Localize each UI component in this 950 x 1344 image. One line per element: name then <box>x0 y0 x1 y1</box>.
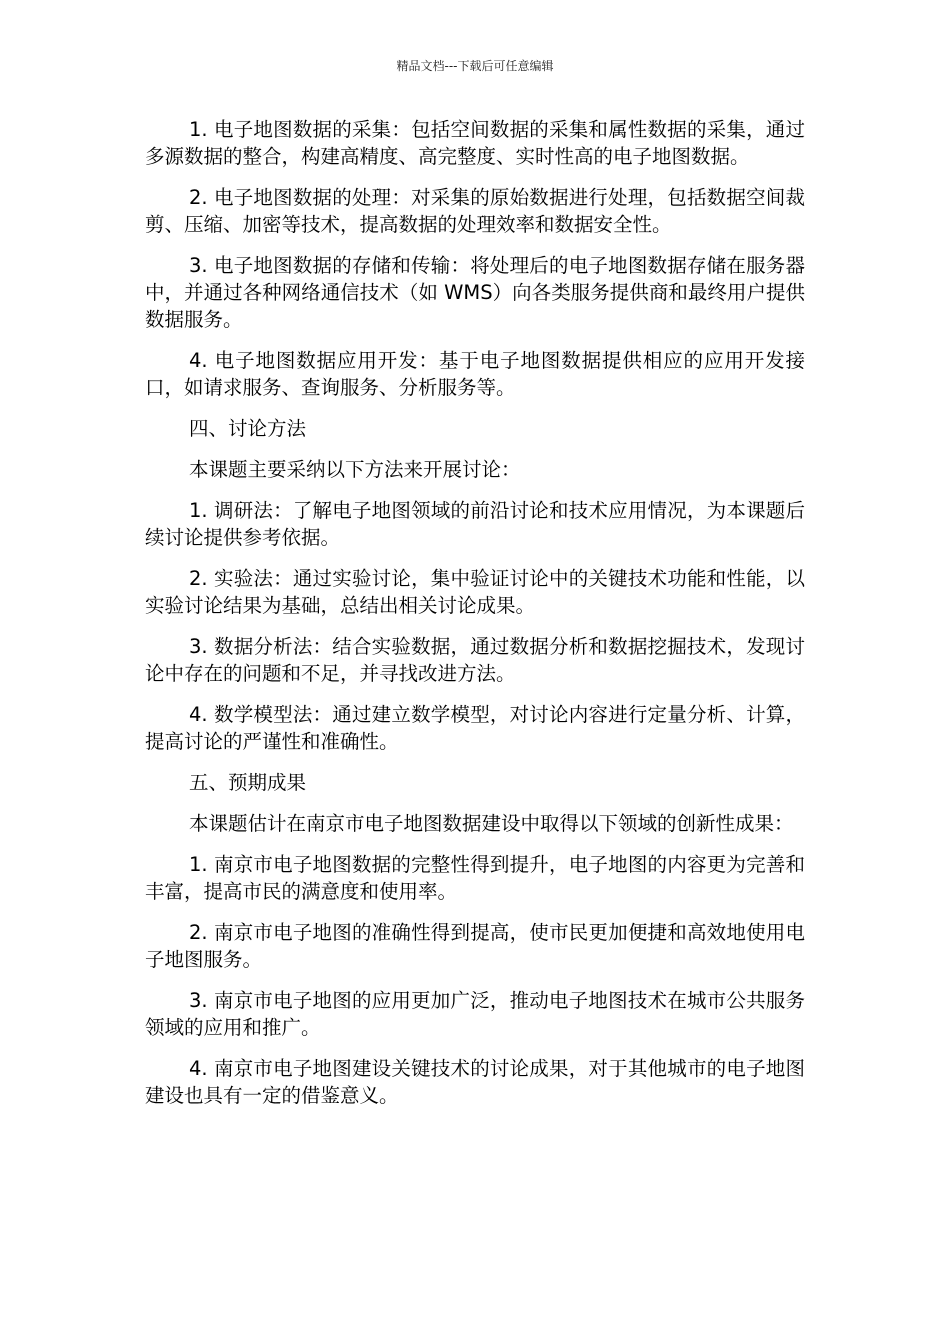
paragraph-data-collection: 1. 电子地图数据的采集：包括空间数据的采集和属性数据的采集，通过多源数据的整合，构建高精度、高完整度、实时性高的电子地图数据。 <box>145 118 805 168</box>
paragraph-method-experiment: 2. 实验法：通过实验讨论，集中验证讨论中的关键技术功能和性能，以实验讨论结果为基础，总结出相关讨论成果。 <box>145 567 805 617</box>
paragraph-data-storage: 3. 电子地图数据的存储和传输：将处理后的电子地图数据存储在服务器中，并通过各种网络通信技术（如 WMS）向各类服务提供商和最终用户提供数据服务。 <box>145 254 805 331</box>
document-body <box>145 116 805 1123</box>
paragraph-methods-intro: 本课题主要采纳以下方法来开展讨论： <box>189 458 521 481</box>
paragraph-data-processing: 2. 电子地图数据的处理：对采集的原始数据进行处理，包括数据空间裁剪、压缩、加密等技术，提高数据的处理效率和数据安全性。 <box>145 186 805 236</box>
paragraph-method-survey: 1. 调研法：了解电子地图领域的前沿讨论和技术应用情况，为本课题后续讨论提供参考依据。 <box>145 499 805 549</box>
section-heading-results: 五、预期成果 <box>189 771 307 794</box>
section-heading-methods: 四、讨论方法 <box>189 417 307 440</box>
paragraph-result-completeness: 1. 南京市电子地图数据的完整性得到提升，电子地图的内容更为完善和丰富，提高市民的满意度和使用率。 <box>145 853 805 903</box>
paragraph-result-accuracy: 2. 南京市电子地图的准确性得到提高，使市民更加便捷和高效地使用电子地图服务。 <box>145 921 805 971</box>
paragraph-method-data-analysis: 3. 数据分析法：结合实验数据，通过数据分析和数据挖掘技术，发现讨论中存在的问题和不足，并寻找改进方法。 <box>145 635 805 685</box>
paragraph-results-intro: 本课题估计在南京市电子地图数据建设中取得以下领域的创新性成果： <box>189 812 794 835</box>
paragraph-result-reference: 4. 南京市电子地图建设关键技术的讨论成果，对于其他城市的电子地图建设也具有一定的借鉴意义。 <box>145 1057 805 1107</box>
paragraph-app-development: 4. 电子地图数据应用开发：基于电子地图数据提供相应的应用开发接口，如请求服务、查询服务、分析服务等。 <box>145 349 805 399</box>
page-header: 精品文档---下载后可任意编辑 <box>396 59 554 73</box>
paragraph-result-application: 3. 南京市电子地图的应用更加广泛，推动电子地图技术在城市公共服务领域的应用和推广。 <box>145 989 805 1039</box>
paragraph-method-math-model: 4. 数学模型法：通过建立数学模型，对讨论内容进行定量分析、计算，提高讨论的严谨性和准确性。 <box>145 703 805 753</box>
